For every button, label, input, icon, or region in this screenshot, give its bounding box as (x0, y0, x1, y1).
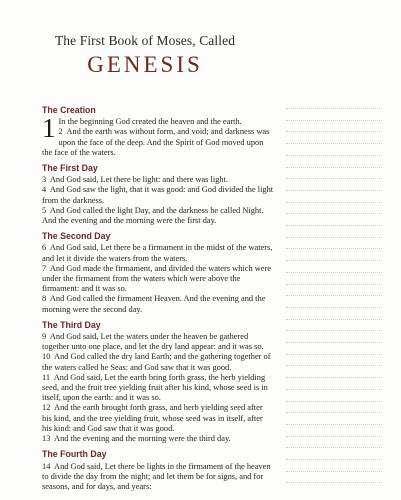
section (42, 105, 274, 158)
verse (42, 434, 274, 444)
verse-text: In the beginning God created the heaven and the earth. (58, 117, 242, 127)
verse-number: 12 (42, 403, 51, 413)
verse (42, 206, 274, 226)
verse-text: And the earth brought forth grass, and herb yielding seed after his kind, and the tree yielding fruit, whose seed was in itself, after his kind: and God saw that it was good. (42, 403, 263, 433)
note-line (286, 471, 382, 472)
note-line (286, 190, 382, 191)
note-line (286, 178, 382, 179)
verse (42, 403, 274, 434)
verse-text: And God said, Let there be a firmament in the midst of the waters, and let it divide the waters from the waters. (42, 243, 273, 263)
drop-cap-chapter-number: 1 (42, 113, 56, 144)
note-line (286, 401, 382, 402)
note-line (286, 447, 382, 448)
book-title: The First Book of Moses, Called (54, 33, 236, 48)
verse-text: And the evening and the morning were the third day. (54, 434, 231, 444)
verse-number: 11 (42, 372, 51, 382)
note-line (286, 412, 382, 413)
verse (42, 462, 274, 493)
verse-number: 13 (42, 434, 51, 444)
verse-number: 6 (42, 243, 47, 253)
verse-text: And God called the light Day, and the darkness he called Night. And the evening and the morning were the first day. (42, 205, 264, 226)
note-line (286, 284, 382, 285)
verse (42, 373, 274, 404)
note-line (286, 248, 382, 249)
section-heading: The Second Day (42, 231, 111, 242)
verse-text: And God called the dry land Earth; and the gathering together of the waters called he Seas: and God saw that it was good. (42, 352, 271, 372)
section (42, 163, 274, 226)
section (42, 449, 274, 492)
verse-text: And the earth was without form, and void; and darkness was upon the face of the deep. And the Spirit of God moved upon the face of the waters. (42, 127, 270, 157)
book-header (40, 33, 250, 78)
note-line (286, 459, 382, 460)
note-line (286, 389, 382, 390)
section-heading: The Third Day (42, 319, 101, 330)
note-line (286, 319, 382, 320)
note-line (286, 377, 382, 378)
section-heading: The First Day (42, 163, 98, 174)
verse-text: And God said, Let the waters under the heaven be gathered together unto one place, and let the dry land appear: and it was so. (42, 332, 264, 352)
note-line (286, 482, 382, 483)
section-heading: The Fourth Day (42, 449, 107, 460)
verse-text: And God called the firmament Heaven. And the evening and the morning were the second day. (42, 294, 266, 314)
scripture-text (42, 101, 274, 497)
note-line (286, 202, 382, 203)
verse (42, 127, 274, 158)
verse-number: 2 (58, 127, 63, 137)
verse-number: 9 (42, 332, 47, 342)
verse (42, 185, 274, 205)
note-line (286, 260, 382, 261)
verse-text: And God made the firmament, and divided the waters which were under the firmament from the waters which were above the firmament: and it was so. (42, 263, 271, 294)
verse-text: And God said, Let there be light: and there was light. (49, 175, 228, 185)
note-line (286, 213, 382, 214)
verse (42, 332, 274, 352)
section (42, 231, 274, 315)
verse-text: And God said, Let the earth bring forth grass, the herb yielding seed, and the fruit tree yielding fruit after his kind, whose seed is in itself, upon the earth: and it was so. (42, 372, 268, 403)
note-line (286, 143, 382, 144)
verse-number: 5 (42, 205, 47, 215)
book-name: GENESIS (87, 52, 203, 77)
verse-number: 4 (42, 185, 47, 195)
verse-number: 7 (42, 263, 47, 273)
note-line (286, 272, 382, 273)
verse-number: 10 (42, 352, 51, 362)
verse (42, 352, 274, 372)
note-line (286, 424, 382, 425)
note-line (286, 108, 382, 109)
note-line (286, 167, 382, 168)
section-heading: The Creation (42, 105, 96, 115)
note-line (286, 436, 382, 437)
verse-text: And God said, Let there be lights in the firmament of the heaven to divide the day from the night; and let them be for signs, and for seasons, and for days, and years: (42, 461, 271, 491)
notes-area (286, 108, 382, 500)
note-line (286, 155, 382, 156)
section (42, 320, 274, 444)
verse (42, 175, 274, 185)
note-line (286, 120, 382, 121)
note-line (286, 365, 382, 366)
verse-number: 8 (42, 294, 47, 304)
note-line (286, 330, 382, 331)
note-line (286, 237, 382, 238)
note-line (286, 307, 382, 308)
note-line (286, 354, 382, 355)
verse-text: And God saw the light, that it was good: and God divided the light from the darkness. (42, 185, 274, 205)
verse-number: 14 (42, 461, 51, 471)
verse (42, 264, 274, 295)
note-line (286, 131, 382, 132)
note-line (286, 295, 382, 296)
verse-number: 3 (42, 175, 47, 185)
note-line (286, 225, 382, 226)
verse (42, 294, 274, 314)
note-line (286, 342, 382, 343)
verse (42, 243, 274, 263)
